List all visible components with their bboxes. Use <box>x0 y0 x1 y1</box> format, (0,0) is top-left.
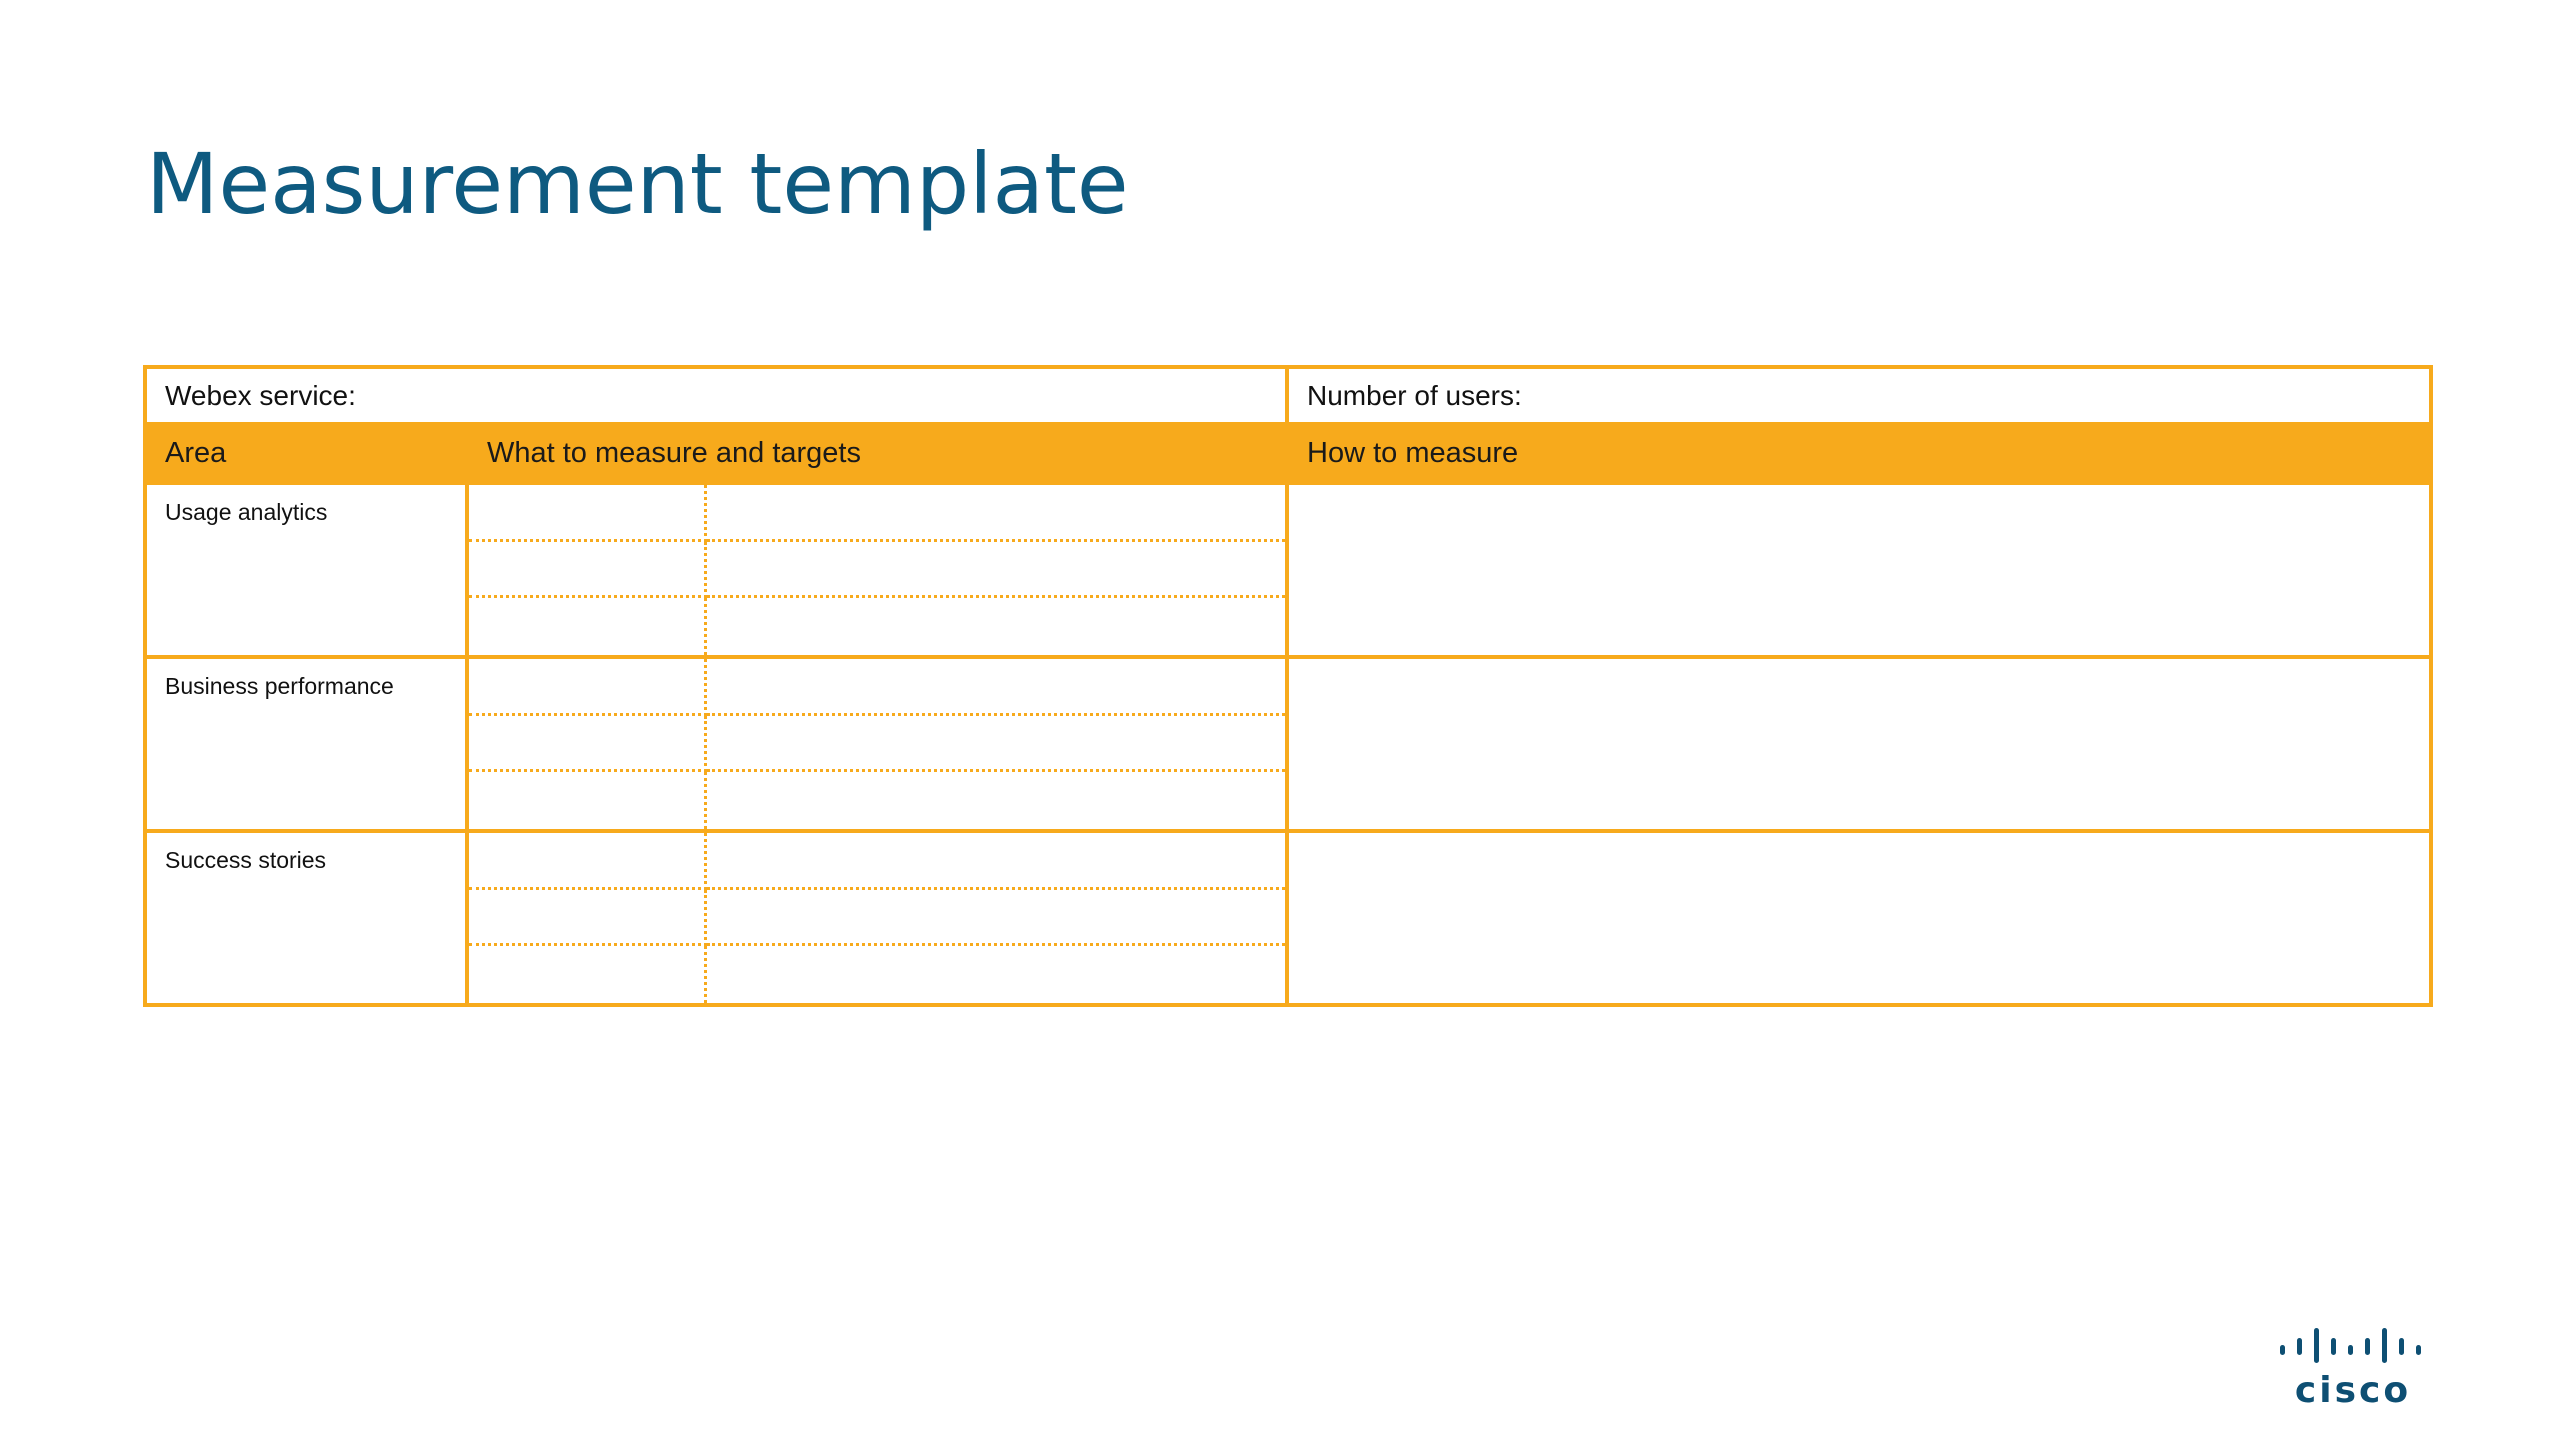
area-label: Success stories <box>165 847 327 873</box>
metric-cell[interactable] <box>469 542 707 599</box>
table-row <box>145 657 2431 831</box>
metric-cell[interactable] <box>469 485 707 542</box>
info-row <box>145 367 2431 424</box>
measurement-table <box>143 365 2433 1007</box>
target-cell[interactable] <box>707 598 1285 655</box>
metric-cell[interactable] <box>469 833 707 890</box>
targets-cell <box>467 657 1287 831</box>
table-row <box>145 483 2431 657</box>
target-cell[interactable] <box>707 833 1285 890</box>
number-of-users-label: Number of users: <box>1307 379 1522 411</box>
header-how-to-measure: How to measure <box>1287 424 2431 483</box>
cisco-logo <box>2278 1326 2428 1410</box>
how-to-measure-cell[interactable] <box>1287 657 2431 831</box>
table-row <box>145 831 2431 1005</box>
area-cell <box>145 483 467 657</box>
area-cell <box>145 657 467 831</box>
metric-cell[interactable] <box>469 772 707 829</box>
targets-grid <box>469 485 1285 655</box>
target-cell[interactable] <box>707 946 1285 1003</box>
metric-cell[interactable] <box>469 598 707 655</box>
target-cell[interactable] <box>707 716 1285 773</box>
metric-cell[interactable] <box>469 716 707 773</box>
area-label: Usage analytics <box>165 499 328 525</box>
target-cell[interactable] <box>707 485 1285 542</box>
target-cell[interactable] <box>707 890 1285 947</box>
slide-title: Measurement template <box>146 135 1129 233</box>
header-row <box>145 424 2431 483</box>
header-what-to-measure: What to measure and targets <box>467 424 1287 483</box>
metric-cell[interactable] <box>469 659 707 716</box>
targets-grid <box>469 833 1285 1003</box>
metric-cell[interactable] <box>469 890 707 947</box>
cisco-wordmark: cisco <box>2294 1370 2412 1411</box>
number-of-users-cell[interactable] <box>1287 367 2431 424</box>
metric-cell[interactable] <box>469 946 707 1003</box>
cisco-bridge-icon <box>2278 1326 2428 1366</box>
webex-service-cell[interactable] <box>145 367 1287 424</box>
how-to-measure-cell[interactable] <box>1287 483 2431 657</box>
target-cell[interactable] <box>707 772 1285 829</box>
area-cell <box>145 831 467 1005</box>
header-area: Area <box>145 424 467 483</box>
target-cell[interactable] <box>707 542 1285 599</box>
targets-cell <box>467 483 1287 657</box>
targets-cell <box>467 831 1287 1005</box>
webex-service-label: Webex service: <box>165 379 356 411</box>
how-to-measure-cell[interactable] <box>1287 831 2431 1005</box>
targets-grid <box>469 659 1285 829</box>
area-label: Business performance <box>165 673 394 699</box>
target-cell[interactable] <box>707 659 1285 716</box>
